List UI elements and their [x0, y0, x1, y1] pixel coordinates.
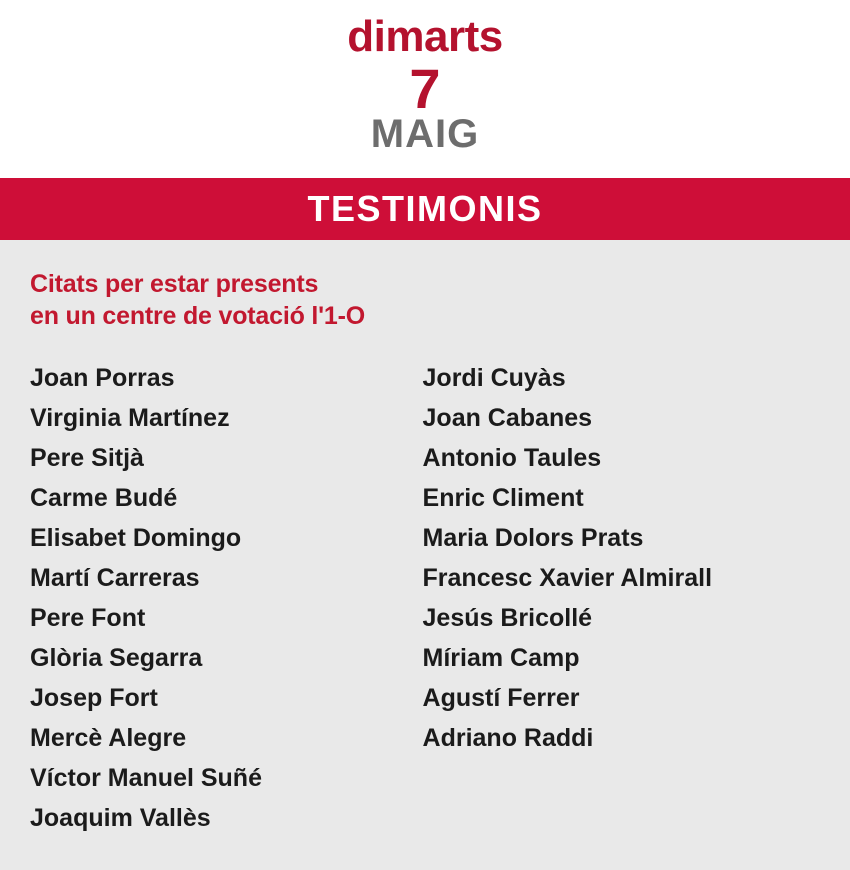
list-item: Joan Porras	[30, 364, 175, 392]
weekday-label: dimarts	[347, 12, 503, 61]
list-item: Enric Climent	[422, 484, 584, 512]
list-item: Pere Sitjà	[30, 444, 144, 472]
list-item: Antonio Taules	[422, 444, 602, 472]
names-column-right	[423, 358, 820, 838]
names-columns	[30, 358, 820, 838]
list-item: Agustí Ferrer	[422, 684, 580, 712]
section-bar	[0, 178, 850, 240]
list-item: Víctor Manuel Suñé	[30, 764, 262, 792]
list-item: Jordi Cuyàs	[422, 364, 566, 392]
list-item: Francesc Xavier Almirall	[422, 564, 713, 592]
list-item: Joaquim Vallès	[30, 804, 211, 832]
month-label: MAIG	[370, 112, 480, 157]
list-item: Martí Carreras	[30, 564, 200, 592]
subtitle	[30, 268, 820, 332]
subtitle-line-1: Citats per estar presents	[30, 270, 319, 298]
section-title: TESTIMONIS	[307, 188, 543, 229]
list-item: Glòria Segarra	[30, 644, 203, 672]
list-item: Adriano Raddi	[422, 724, 594, 752]
body-area	[0, 240, 850, 870]
list-item: Josep Fort	[30, 684, 158, 712]
list-item: Pere Font	[30, 604, 146, 632]
list-item: Carme Budé	[30, 484, 178, 512]
list-item: Elisabet Domingo	[30, 524, 242, 552]
list-item: Joan Cabanes	[422, 404, 593, 432]
date-header	[0, 0, 850, 178]
day-number: 7	[409, 57, 441, 121]
list-item: Maria Dolors Prats	[422, 524, 644, 552]
list-item: Jesús Bricollé	[422, 604, 593, 632]
list-item: Míriam Camp	[422, 644, 580, 672]
list-item: Mercè Alegre	[30, 724, 187, 752]
list-item: Virginia Martínez	[30, 404, 230, 432]
subtitle-line-2: en un centre de votació l'1-O	[30, 302, 365, 330]
names-column-left	[30, 358, 423, 838]
